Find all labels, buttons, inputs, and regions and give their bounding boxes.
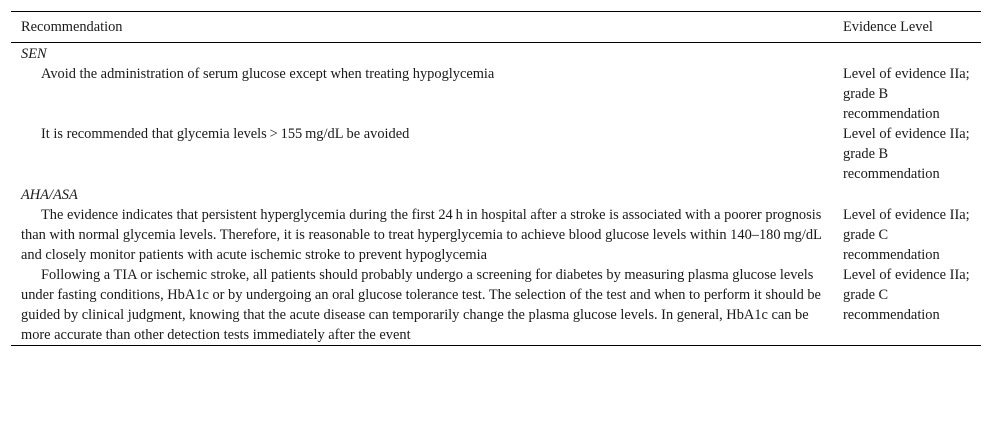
table-row <box>11 124 981 184</box>
column-header-evidence-level: Evidence Level <box>842 12 981 43</box>
evidence-level: Level of evidence IIa; grade C recommendation <box>843 207 970 263</box>
group-header-row <box>11 43 981 65</box>
group-header-row <box>11 184 981 205</box>
table-row <box>11 265 981 346</box>
recommendation-text: Avoid the administration of serum glucose except when treating hypoglycemia <box>41 66 495 82</box>
table-row <box>11 205 981 265</box>
header-row <box>11 12 981 43</box>
evidence-level: Level of evidence IIa; grade B recommendation <box>843 126 970 182</box>
group-name-sen: SEN <box>21 46 47 62</box>
evidence-level: Level of evidence IIa; grade B recommendation <box>843 66 970 122</box>
recommendation-text: The evidence indicates that persistent hyperglycemia during the first 24 h in hospital after a stroke is associated with a poorer prognosis than with normal glycemia levels. Therefore, it is reasonable to treat hyperglycemia to achieve blood glucose levels within 140–180 mg/dL and closely monitor patients with acute ischemic stroke to prevent hypoglycemia <box>21 207 822 263</box>
recommendation-text: Following a TIA or ischemic stroke, all patients should probably undergo a screening for diabetes by measuring plasma glucose levels under fasting conditions, HbA1c or by undergoing an oral glucose tolerance test. The selection of the test and when to perform it should be guided by clinical judgment, knowing that the acute disease can temporarily change the plasma glucose levels. In general, HbA1c can be more accurate than other detection tests immediately after the event <box>21 267 821 343</box>
recommendation-text: It is recommended that glycemia levels > 155 mg/dL be avoided <box>41 126 410 142</box>
column-header-recommendation: Recommendation <box>11 12 842 43</box>
group-name-aha-asa: AHA/ASA <box>21 187 78 203</box>
table-row <box>11 64 981 124</box>
recommendations-table <box>11 11 981 346</box>
evidence-level: Level of evidence IIa; grade C recommendation <box>843 267 970 323</box>
